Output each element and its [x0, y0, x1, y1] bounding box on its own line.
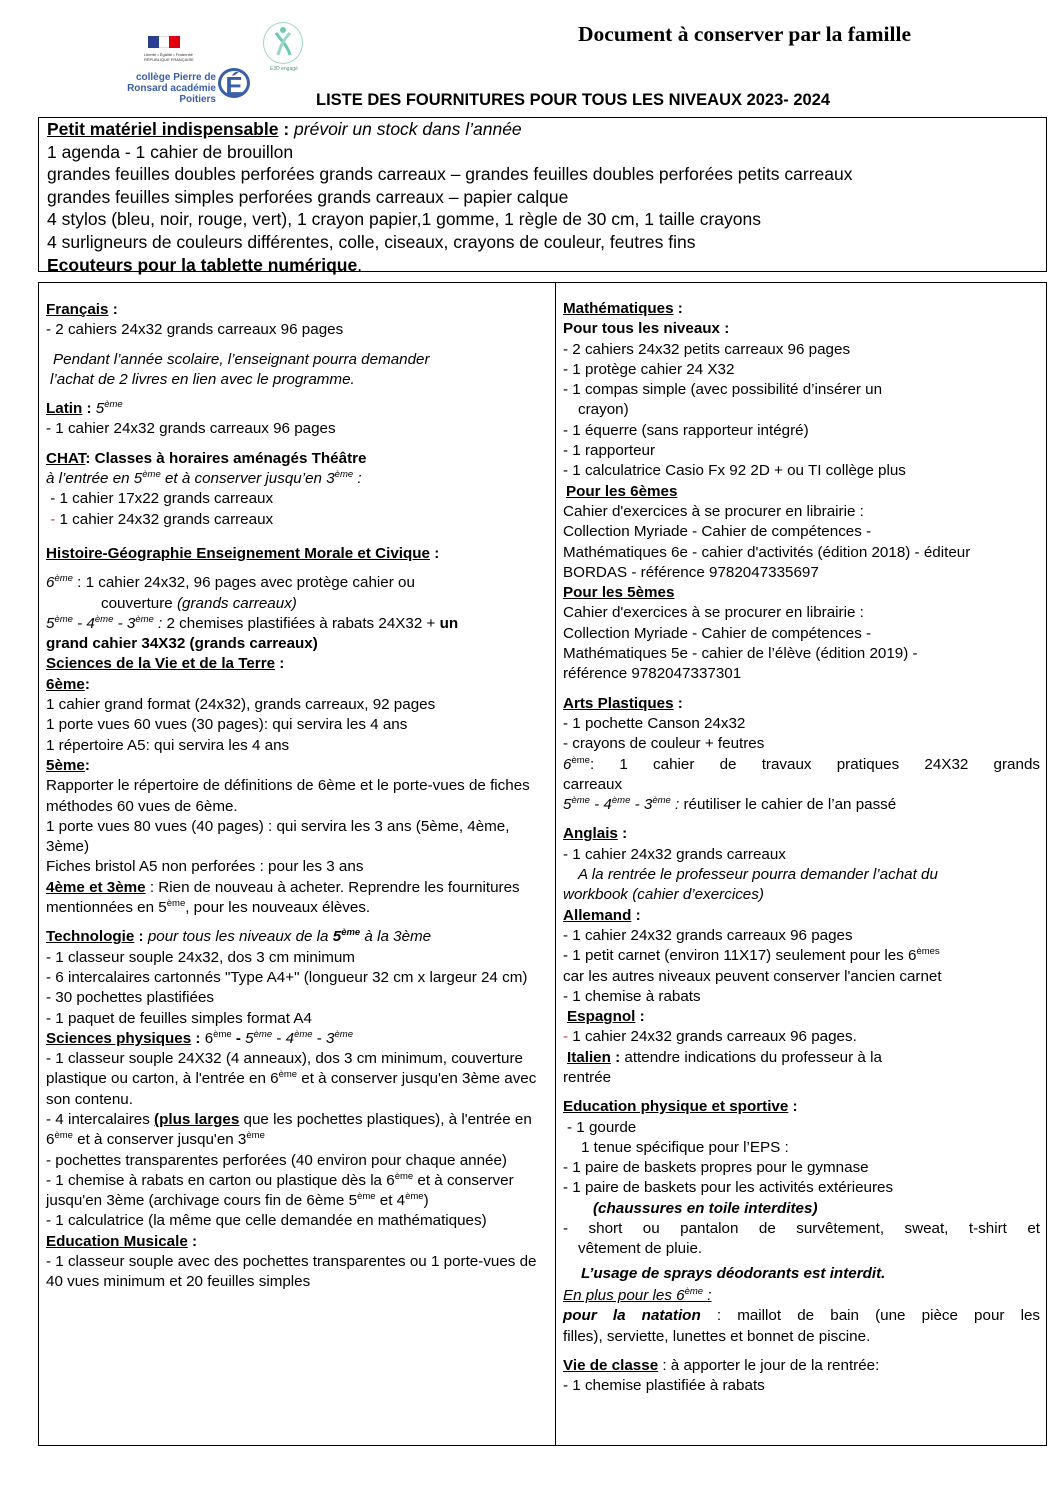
- column-divider: [555, 282, 556, 1446]
- svt-heading: Sciences de la Vie et de la Terre: [46, 655, 276, 673]
- physique-heading: Sciences physiques: [46, 1029, 192, 1047]
- francais-heading: Français: [46, 301, 109, 318]
- musique-heading: Education Musicale: [46, 1232, 188, 1250]
- college-logo: [118, 68, 248, 104]
- eps-heading: Education physique et sportive: [563, 1098, 789, 1116]
- e3d-logo-text: E3D engagé: [270, 66, 298, 72]
- right-column: Mathématiques : Pour tous les niveaux : - 2 cahiers 24x32 petits carreaux 96 pages - 1 protège cahier 24 X32 - 1 compas simple (avec possibilité d’insérer un crayon) - 1 équerre (sans rapporteur intégré) - 1 rapporteur - 1 calculatrice Casio Fx 92 2D + ou TI collège plus Pour les 6èmes Cahier d'exercices à se procurer en librairie : Collection Myriade - Cahier de compétences - Mathématiques 6e - cahier d'activités (édition 2018) - éditeur BORDAS - référence 9782047335697 Pour les 5èmes Cahier d'exercices à se procurer en librairie : Collection Myriade - Cahier de compétences - Mathématiques 5e - cahier de l’élève (édition 2019) - référence 9782047337301 Arts Plastiques : - 1 pochette Canson 24x32 - crayons de couleur + feutres 6ème: 1 cahier de travaux pratiques 24X32 grands carreaux 5ème - 4ème - 3ème : réutiliser le cahier de l’an passé Anglais : - 1 cahier 24x32 grands carreaux A la rentrée le professeur pourra demander l’achat du workbook (cahier d’exercices) Allemand : - 1 cahier 24x32 grands carreaux 96 pages - 1 petit carnet (environ 11X17) seulement pour les 6èmes car les autres niveaux peuvent conserver l'ancien carnet - 1 chemise à rabats Espagnol : - 1 cahier 24x32 grands carreaux 96 pages. Italien : attendre indications du professeur à la rentrée Education physique et sportive : - 1 gourde 1 tenue spécifique pour l’EPS : - 1 paire de baskets propres pour le gymnase - 1 paire de baskets pour les activités extérieures (chaussures en toile interdites) - short ou pantalon de survêtement, sweat, t-shirt et vêtement de pluie. L’usage de sprays déodorants est interdit. En plus pour les 6ème : pour la natation : maillot de bain (une pièce pour les filles), serviette, lunettes et bonnet de piscine. Vie de classe : à apporter le jour de la rentrée: - 1 chemise plastifiée à rabats: [563, 300, 1040, 1395]
- italien-heading: Italien: [567, 1048, 611, 1066]
- republique-logo-text: Liberté • Égalité • Fraternité RÉPUBLIQUE FRANÇAISE: [144, 52, 194, 62]
- latin-item: - 1 cahier 24x32 grands carreaux 96 pages: [46, 420, 336, 438]
- college-logo-text: collège Pierre de Ronsard académie Poitiers: [127, 72, 216, 105]
- francais-note: l’achat de 2 livres en lien avec le programme.: [50, 370, 355, 388]
- espagnol-heading: Espagnol: [567, 1008, 636, 1026]
- latin-heading: Latin: [46, 400, 83, 418]
- allemand-heading: Allemand: [563, 906, 632, 924]
- petit-materiel-note: prévoir un stock dans l’année: [294, 119, 522, 139]
- republique-flag-logo: [148, 36, 180, 48]
- petit-materiel-heading: Petit matériel indispensable: [47, 119, 279, 139]
- petit-materiel-line: 1 agenda - 1 cahier de brouillon: [47, 141, 294, 162]
- francais-item: - 2 cahiers 24x32 grands carreaux 96 pages: [46, 321, 344, 339]
- petit-materiel-line: grandes feuilles doubles perforées grands carreaux – grandes feuilles doubles perforées petits carreaux: [47, 164, 853, 185]
- vie-classe-heading: Vie de classe: [563, 1356, 659, 1374]
- petit-materiel-box: Petit matériel indispensable : prévoir un stock dans l’année 1 agenda - 1 cahier de brouillon grandes feuilles doubles perforées grands carreaux – grandes feuilles doubles perforées petits carreaux grandes feuilles simples perforées grands carreaux – papier calque 4 stylos (bleu, noir, rouge, vert), 1 crayon papier,1 gomme, 1 règle de 30 cm, 1 taille crayons 4 surligneurs de couleurs différentes, colle, ciseaux, crayons de couleur, feutres fins Ecouteurs pour la tablette numérique.: [38, 117, 1047, 272]
- college-e-icon: É: [218, 68, 250, 98]
- techno-heading: Technologie: [46, 928, 135, 946]
- e3d-logo-icon: [263, 22, 303, 64]
- ecouteurs-line: Ecouteurs pour la tablette numérique: [47, 254, 358, 275]
- petit-materiel-line: 4 stylos (bleu, noir, rouge, vert), 1 crayon papier,1 gomme, 1 règle de 30 cm, 1 taille crayons: [47, 209, 761, 230]
- chat-item: 1 cahier 24x32 grands carreaux: [55, 510, 274, 528]
- chat-item: 1 cahier 17x22 grands carreaux: [55, 490, 274, 508]
- chat-heading: CHAT: [46, 449, 86, 467]
- petit-materiel-line: grandes feuilles simples perforées grands carreaux – papier calque: [47, 186, 569, 207]
- left-column: Français : - 2 cahiers 24x32 grands carreaux 96 pages Pendant l’année scolaire, l’enseignant pourra demander l’achat de 2 livres en lien avec le programme. Latin : 5ème - 1 cahier 24x32 grands carreaux 96 pages CHAT: Classes à horaires aménagés Théâtre à l’entrée en 5ème et à conserver jusqu’en 3ème : - 1 cahier 17x22 grands carreaux - 1 cahier 24x32 grands carreaux Histoire-Géographie Enseignement Morale et Civique : 6ème : 1 cahier 24x32, 96 pages avec protège cahier ou couverture (grands carreaux) 5ème - 4ème - 3ème : 2 chemises plastifiées à rabats 24X32 + un grand cahier 34X32 (grands carreaux) Sciences de la Vie et de la Terre : 6ème: 1 cahier grand format (24x32), grands carreaux, 92 pages 1 porte vues 60 vues (30 pages): qui servira les 4 ans 1 répertoire A5: qui servira les 4 ans 5ème: Rapporter le répertoire de définitions de 6ème et le porte-vues de fiches méthodes 60 vues de 6ème. 1 porte vues 80 vues (40 pages) : qui servira les 3 ans (5ème, 4ème, 3ème) Fiches bristol A5 non perforées : pour les 3 ans 4ème et 3ème : Rien de nouveau à acheter. Reprendre les fournitures mentionnées en 5ème, pour les nouveaux élèves. Technologie : pour tous les niveaux de la 5ème à la 3ème - 1 classeur souple 24x32, dos 3 cm minimum - 6 intercalaires cartonnés "Type A4+" (longueur 32 cm x largeur 24 cm) - 30 pochettes plastifiées - 1 paquet de feuilles simples format A4 Sciences physiques : 6ème - 5ème - 4ème - 3ème - 1 classeur souple 24X32 (4 anneaux), dos 3 cm minimum, couverture plastique ou carton, à l'entrée en 6ème et à conserver jusqu'en 3ème avec son contenu. - 4 intercalaires (plus larges que les pochettes plastiques), à l'entrée en 6ème et à conserver jusqu'en 3ème - pochettes transparentes perforées (40 environ pour chaque année) - 1 chemise à rabats en carton ou plastique dès la 6ème et à conserver jusqu'en 3ème (archivage cours fin de 6ème 5ème et 4ème) - 1 calculatrice (la même que celle demandée en mathématiques) Education Musicale : - 1 classeur souple avec des pochettes transparentes ou 1 porte-vues de 40 vues minimum et 20 feuilles simples: [46, 300, 551, 1293]
- histoire-heading: Histoire-Géographie Enseignement Morale et Civique: [46, 544, 430, 562]
- francais-note: Pendant l’année scolaire, l’enseignant pourra demander: [53, 350, 430, 368]
- anglais-heading: Anglais: [563, 825, 618, 843]
- petit-materiel-line: 4 surligneurs de couleurs différentes, colle, ciseaux, crayons de couleur, feutres fins: [47, 231, 696, 252]
- list-title: LISTE DES FOURNITURES POUR TOUS LES NIVEAUX 2023- 2024: [316, 91, 831, 109]
- page-header-title: Document à conserver par la famille: [578, 22, 911, 46]
- maths-heading: Mathématiques: [563, 300, 674, 317]
- arts-heading: Arts Plastiques: [563, 694, 674, 712]
- sprays-warning: L’usage de sprays déodorants est interdit.: [581, 1264, 886, 1282]
